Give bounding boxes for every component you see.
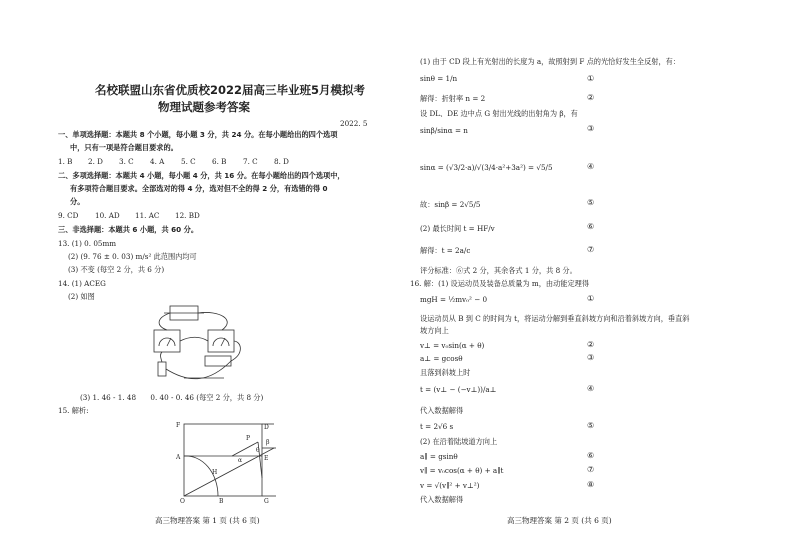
circuit-diagram [150,298,250,388]
page-footer-1: 高三物理答案 第 1 页 (共 6 页) [155,516,260,525]
q16-eq-number-1: ① [587,294,595,303]
equation-3: sinβ/sinα = n [420,126,468,135]
q15-scoring: 评分标准：⑥式 2 分，其余各式 1 分，共 8 分。 [420,266,577,275]
answer-8: 8. D [274,157,289,166]
q16-equation-2: v⊥ = v₀sin(α + θ) [420,341,485,350]
q15-step5: 故：sinβ = 2√5/5 [420,200,481,209]
label-F: F [176,422,181,429]
label-H: H [212,469,218,476]
voltmeter [154,330,180,352]
q13-part1: 13. (1) 0. 05mm [58,239,117,248]
q16-equation-5: t = 2√6 s [420,422,454,431]
q13-part3: (3) 不变 (每空 2 分，共 6 分) [68,265,165,274]
q16-equation-7: v∥ = v₀cos(α + θ) + a∥t [420,466,504,475]
q16-step4: (2) 在沿着陆坡道方向上 [420,437,498,446]
exam-date: 2022. 5 [340,119,368,128]
q16-step2: 且落到斜坡上时 [420,368,471,377]
label-A: A [176,454,181,461]
q15-step7: 解得：t = 2a/c [420,246,471,255]
label-E: E [264,455,269,462]
optics-diagram [172,418,292,504]
eq-number-2: ② [587,93,595,102]
answer-2: 2. D [88,157,103,166]
section-1-heading-cont: 中，只有一项是符合题目要求的。 [70,143,178,152]
q16-equation-3: a⊥ = gcosθ [420,354,463,363]
q16-eq-number-5: ⑤ [587,421,595,430]
label-beta: β [266,439,270,446]
q16-eq-number-4: ④ [587,384,595,393]
ammeter [208,330,234,352]
label-P: P [246,435,251,442]
eq-number-6: ⑥ [587,222,595,231]
eq-number-5: ⑤ [587,198,595,207]
q16-eq-number-2: ② [587,340,595,349]
q14-part3: (3) 1. 46 - 1. 48 0. 40 - 0. 46 (每空 2 分，共 8 分) [80,393,264,402]
battery [158,362,166,376]
q16-equation-4: t = (v⊥ − (−v⊥))/a⊥ [420,385,497,394]
eq-number-3: ③ [587,124,595,133]
q16-step3: 代入数据解得 [420,406,464,415]
section-3-heading: 三、非选择题：本题共 6 小题，共 60 分。 [58,225,199,234]
section-1-heading: 一、单项选择题：本题共 8 个小题，每小题 3 分，共 24 分。在每小题给出的四个选项 [58,130,338,139]
q16-equation-6: a∥ = gsinθ [420,452,458,461]
q16-eq-number-3: ③ [587,353,595,362]
q16-equation-8: v = √(v∥² + v⊥²) [420,481,480,490]
eq-number-1: ① [587,74,595,83]
q16-step5: 代入数据解得 [420,495,464,504]
label-D: D [264,424,269,431]
label-B: B [219,498,224,504]
q16-eq-number-6: ⑥ [587,451,595,460]
label-G: G [264,498,269,504]
label-theta: θ [256,447,260,454]
q15-step6: (2) 最长时间 t = HF/v [420,224,495,233]
q16-eq-number-7: ⑦ [587,465,595,474]
section-2-heading: 二、多项选择题：本题共 4 小题，每小题 4 分，共 16 分。在每小题给出的四个选项中， [58,171,345,180]
answer-3: 3. C [119,157,134,166]
section-2-heading-cont2: 分。 [70,197,85,206]
q14-part2: (2) 如图 [68,292,95,301]
exam-subtitle: 物理试题参考答案 [158,100,250,114]
eq-number-4: ④ [587,162,595,171]
answer-7: 7. C [243,157,258,166]
answer-page-2 [397,0,794,558]
label-alpha: α [238,457,243,464]
section-2-heading-cont: 有多项符合题目要求。全部选对的得 4 分，选对但不全的得 2 分，有选错的得 0 [70,184,328,193]
q16-step1: 设运动员从 B 到 C 的时间为 t，将运动分解到垂直斜坡方向和沿着斜坡方向，垂直斜 [420,314,690,323]
q15-heading: 15. 解析: [58,406,89,415]
answer-6: 6. B [212,157,227,166]
q14-part1: 14. (1) ACEG [58,279,106,288]
answer-12: 12. BD [175,211,200,220]
answer-1: 1. B [58,157,73,166]
q15-step1: (1) 由于 CD 段上有光射出的长度为 a，故照射到 F 点的光恰好发生全反射，有： [420,57,681,66]
answer-11: 11. AC [135,211,160,220]
answer-10: 10. AD [95,211,120,220]
equation-4: sinα = (√3/2·a)/√(3/4·a²+3a²) = √5/5 [420,163,553,172]
answer-5: 5. C [181,157,196,166]
exam-title: 名校联盟山东省优质校2022届高三毕业班5月模拟考 [95,83,366,97]
q16-heading: 16. 解：(1) 设运动员及装备总质量为 m，由动能定理得 [410,279,590,288]
equation-1: sinθ = 1/n [420,74,458,83]
page-footer-2: 高三物理答案 第 2 页 (共 6 页) [507,516,612,525]
answer-9: 9. CD [58,211,79,220]
q15-step2: 解得：折射率 n = 2 [420,94,486,103]
label-O: O [180,498,185,504]
q15-step3: 设 DL、DE 边中点 G 射出光线的出射角为 β，有 [420,109,578,118]
q16-eq-number-8: ⑧ [587,480,595,489]
q16-step1-cont: 坡方向上 [420,326,449,335]
q16-equation-1: mgH = ½mv₀² − 0 [420,295,488,304]
answer-4: 4. A [150,157,165,166]
q13-part2: (2) (9. 76 ± 0. 03) m/s² 此范围内均可 [68,252,197,261]
eq-number-7: ⑦ [587,245,595,254]
